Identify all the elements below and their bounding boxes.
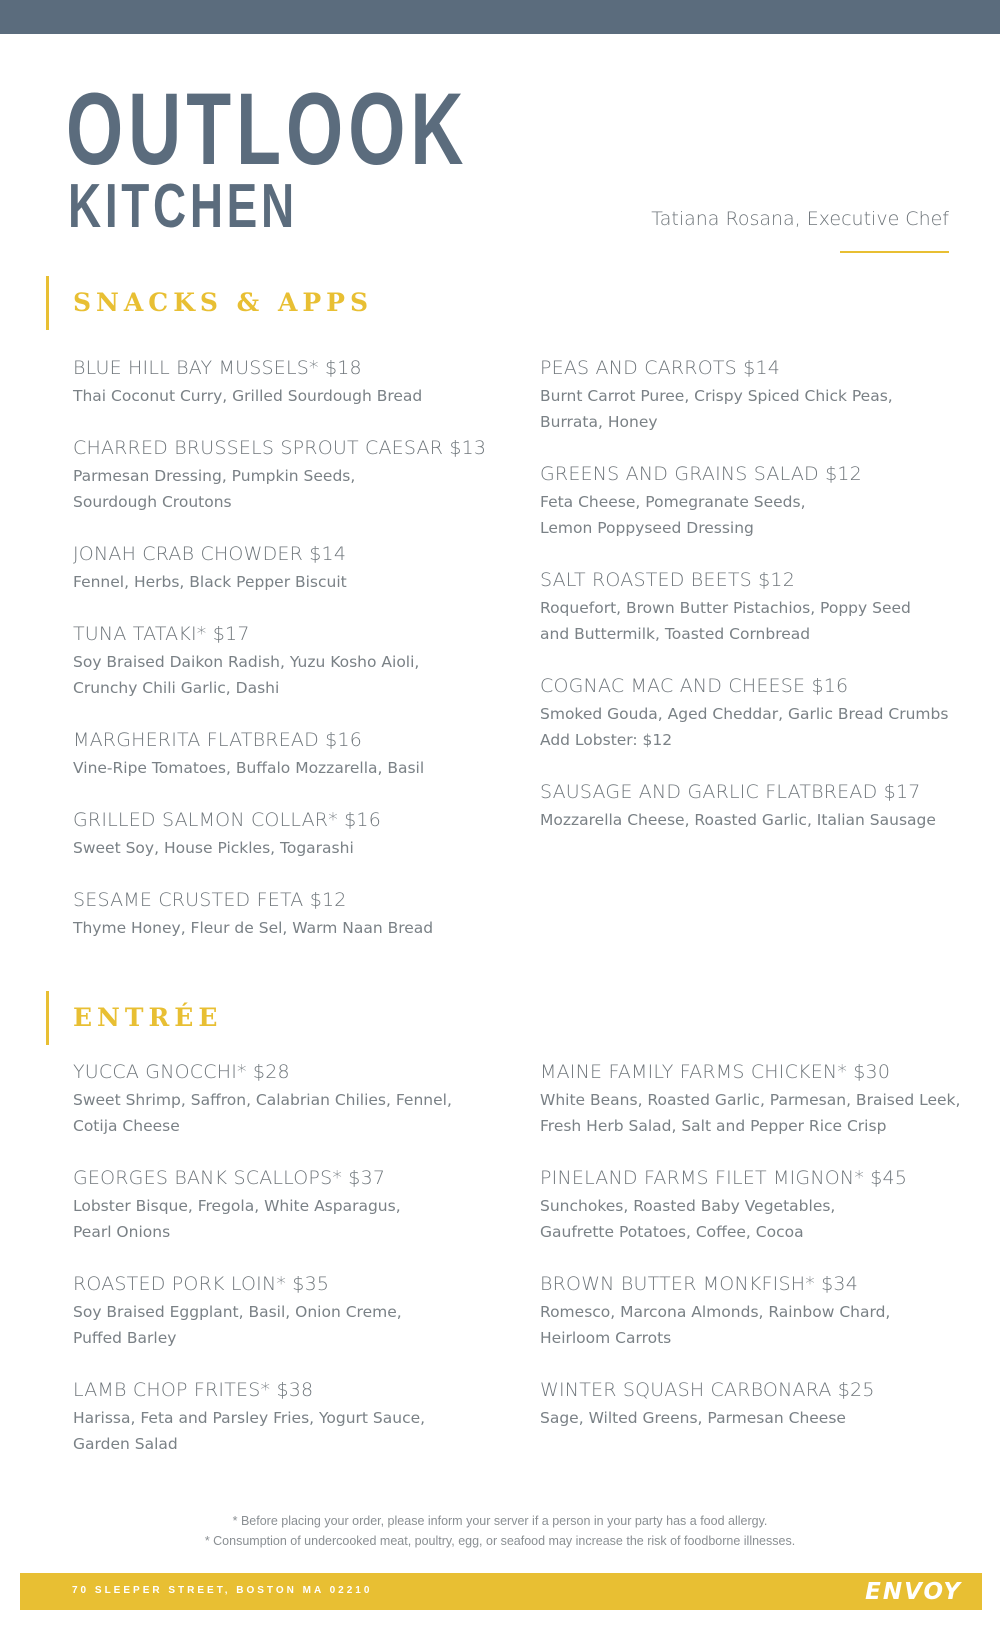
item-name: BROWN BUTTER MONKFISH* $34 xyxy=(540,1273,859,1295)
menu-item xyxy=(73,1378,452,1457)
item-description xyxy=(540,1193,960,1245)
item-description xyxy=(73,463,486,515)
menu-item xyxy=(540,1166,960,1245)
description-line: Add Lobster: $12 xyxy=(540,731,673,749)
description-line: Harissa, Feta and Parsley Fries, Yogurt Sauce, xyxy=(73,1409,426,1427)
item-name: COGNAC MAC AND CHEESE $16 xyxy=(540,675,849,697)
address: 70 SLEEPER STREET, BOSTON MA 02210 xyxy=(72,1585,373,1596)
menu-item xyxy=(73,1060,452,1139)
item-name: GREENS AND GRAINS SALAD $12 xyxy=(540,463,862,485)
menu-item xyxy=(73,1166,452,1245)
item-name: CHARRED BRUSSELS SPROUT CAESAR $13 xyxy=(73,437,487,459)
item-name: BLUE HILL BAY MUSSELS* $18 xyxy=(73,357,362,379)
item-description xyxy=(73,1087,452,1139)
menu-item xyxy=(540,1272,960,1351)
menu-item xyxy=(540,568,948,647)
entree-right-column xyxy=(540,1060,960,1458)
description-line: Romesco, Marcona Almonds, Rainbow Chard, xyxy=(540,1303,891,1321)
menu-item xyxy=(73,542,486,595)
menu-item xyxy=(540,674,948,753)
menu-item xyxy=(73,1272,452,1351)
item-description xyxy=(540,701,948,753)
item-description xyxy=(73,1299,452,1351)
description-line: Smoked Gouda, Aged Cheddar, Garlic Bread Crumbs xyxy=(540,705,949,723)
menu-item xyxy=(73,436,486,515)
menu-item xyxy=(540,356,948,435)
item-description xyxy=(540,1299,960,1351)
item-description xyxy=(73,1193,452,1245)
item-description: Vine-Ripe Tomatoes, Buffalo Mozzarella, Basil xyxy=(73,759,425,777)
menu-item xyxy=(73,808,486,861)
description-line: White Beans, Roasted Garlic, Parmesan, Braised Leek, xyxy=(540,1091,961,1109)
description-line: Pearl Onions xyxy=(73,1223,171,1241)
description-line: Burrata, Honey xyxy=(540,413,658,431)
top-banner xyxy=(0,0,1000,34)
menu-item xyxy=(73,888,486,941)
item-description xyxy=(73,649,486,701)
item-description xyxy=(540,595,948,647)
footer-bar xyxy=(20,1573,982,1610)
description-line: Crunchy Chili Garlic, Dashi xyxy=(73,679,280,697)
description-line: Garden Salad xyxy=(73,1435,178,1453)
item-description xyxy=(540,1087,960,1139)
item-name: MARGHERITA FLATBREAD $16 xyxy=(73,729,363,751)
item-description: Thyme Honey, Fleur de Sel, Warm Naan Bread xyxy=(73,919,434,937)
item-name: TUNA TATAKI* $17 xyxy=(73,623,250,645)
item-name: LAMB CHOP FRITES* $38 xyxy=(73,1379,314,1401)
item-name: JONAH CRAB CHOWDER $14 xyxy=(73,543,347,565)
item-name: MAINE FAMILY FARMS CHICKEN* $30 xyxy=(540,1061,891,1083)
menu-item xyxy=(540,1378,960,1431)
menu-item xyxy=(73,356,486,409)
description-line: Puffed Barley xyxy=(73,1329,177,1347)
item-description xyxy=(73,1405,452,1457)
description-line: Gaufrette Potatoes, Coffee, Cocoa xyxy=(540,1223,804,1241)
description-line: Cotija Cheese xyxy=(73,1117,180,1135)
menu-item xyxy=(73,728,486,781)
description-line: Parmesan Dressing, Pumpkin Seeds, xyxy=(73,467,356,485)
description-line: Feta Cheese, Pomegranate Seeds, xyxy=(540,493,806,511)
item-name: SALT ROASTED BEETS $12 xyxy=(540,569,796,591)
description-line: Sweet Shrimp, Saffron, Calabrian Chilies, Fennel, xyxy=(73,1091,452,1109)
section-title-entree: ENTRÉE xyxy=(73,1003,223,1032)
description-line: Burnt Carrot Puree, Crispy Spiced Chick Peas, xyxy=(540,387,893,405)
entree-left-column xyxy=(73,1060,452,1484)
description-line: Roquefort, Brown Butter Pistachios, Poppy Seed xyxy=(540,599,911,617)
consumption-advisory: * Consumption of undercooked meat, poultry, egg, or seafood may increase the risk of foodborne illnesses. xyxy=(204,1534,796,1548)
menu-item xyxy=(540,462,948,541)
section-title-snacks: SNACKS & APPS xyxy=(73,288,374,317)
envoy-logo: ENVOY xyxy=(865,1579,962,1605)
snacks-right-column xyxy=(540,356,948,860)
description-line: and Buttermilk, Toasted Cornbread xyxy=(540,625,811,643)
item-description: Sage, Wilted Greens, Parmesan Cheese xyxy=(540,1409,846,1427)
description-line: Sunchokes, Roasted Baby Vegetables, xyxy=(540,1197,836,1215)
restaurant-name: OUTLOOK xyxy=(66,72,469,186)
item-description: Thai Coconut Curry, Grilled Sourdough Bread xyxy=(73,387,423,405)
menu-item xyxy=(73,622,486,701)
description-line: Lobster Bisque, Fregola, White Asparagus, xyxy=(73,1197,401,1215)
chef-underline xyxy=(840,251,949,253)
description-line: Soy Braised Daikon Radish, Yuzu Kosho Aioli, xyxy=(73,653,420,671)
item-name: YUCCA GNOCCHI* $28 xyxy=(73,1061,290,1083)
allergy-notice: * Before placing your order, please inform your server if a person in your party has a food allergy. xyxy=(232,1514,768,1528)
description-line: Lemon Poppyseed Dressing xyxy=(540,519,754,537)
menu-item xyxy=(540,780,948,833)
section-marker xyxy=(46,991,49,1045)
description-line: Soy Braised Eggplant, Basil, Onion Creme, xyxy=(73,1303,402,1321)
item-description: Sweet Soy, House Pickles, Togarashi xyxy=(73,839,354,857)
item-description xyxy=(540,489,948,541)
item-description xyxy=(540,383,948,435)
chef-credit: Tatiana Rosana, Executive Chef xyxy=(651,208,949,230)
description-line: Heirloom Carrots xyxy=(540,1329,672,1347)
item-name: SAUSAGE AND GARLIC FLATBREAD $17 xyxy=(540,781,921,803)
description-line: Sourdough Croutons xyxy=(73,493,232,511)
item-name: WINTER SQUASH CARBONARA $25 xyxy=(540,1379,875,1401)
item-description: Fennel, Herbs, Black Pepper Biscuit xyxy=(73,573,347,591)
item-name: SESAME CRUSTED FETA $12 xyxy=(73,889,347,911)
item-name: PINELAND FARMS FILET MIGNON* $45 xyxy=(540,1167,908,1189)
snacks-left-column xyxy=(73,356,486,968)
item-name: GRILLED SALMON COLLAR* $16 xyxy=(73,809,382,831)
description-line: Fresh Herb Salad, Salt and Pepper Rice Crisp xyxy=(540,1117,887,1135)
restaurant-subtitle: KITCHEN xyxy=(68,172,298,241)
item-name: GEORGES BANK SCALLOPS* $37 xyxy=(73,1167,386,1189)
item-description: Mozzarella Cheese, Roasted Garlic, Italian Sausage xyxy=(540,811,936,829)
section-marker xyxy=(46,276,49,330)
item-name: ROASTED PORK LOIN* $35 xyxy=(73,1273,330,1295)
menu-item xyxy=(540,1060,960,1139)
item-name: PEAS AND CARROTS $14 xyxy=(540,357,781,379)
